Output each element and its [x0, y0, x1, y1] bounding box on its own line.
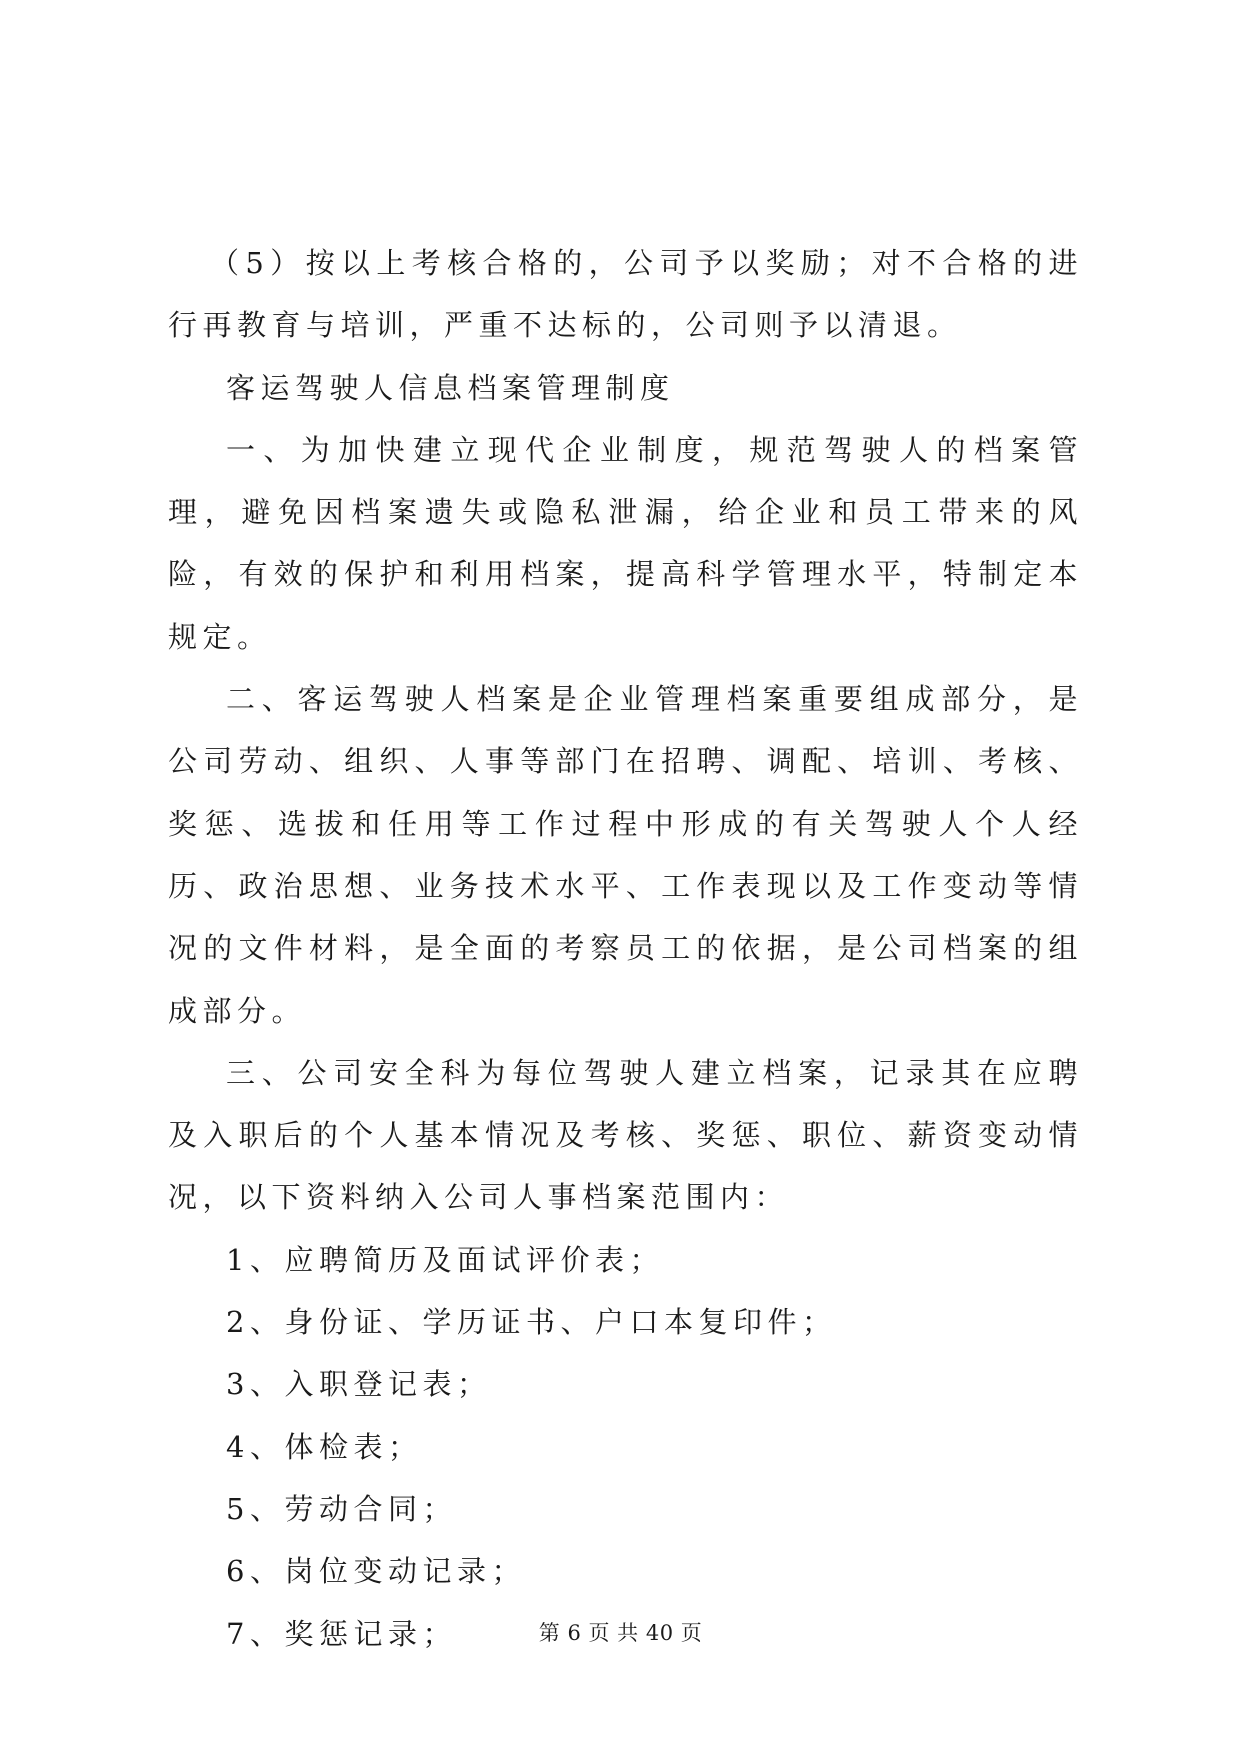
- paragraph-line: （5）按以上考核合格的，公司予以奖励；对不合格的进行: [168, 246, 1083, 343]
- section-title: 客运驾驶人信息档案管理制度: [226, 370, 675, 405]
- list-item: 2、身份证、学历证书、户口本复印件；: [226, 1305, 837, 1340]
- list-item: 1、应聘简历及面试评价表；: [226, 1242, 664, 1277]
- page-number-footer: 第 6 页 共 40 页: [538, 1621, 703, 1645]
- paragraph-clause-3: 三、公司安全科为每位驾驶人建立档案，记录其在应聘及入职后的个人基本情况及考核、奖惩、职位、薪资变动情况，以下资料纳入公司人事档案范围内：: [168, 1055, 1083, 1215]
- document-body: [168, 232, 1083, 1665]
- paragraph-clause-1: 一、为加快建立现代企业制度，规范驾驶人的档案管理，避免因档案遗失或隐私泄漏，给企业和员工带来的风险，有效的保护和利用档案，提高科学管理水平，特制定本规定。: [168, 432, 1083, 654]
- paragraph-assessment-reward: [168, 232, 1083, 357]
- list-item: 7、奖惩记录；: [226, 1616, 457, 1651]
- list-item: 3、入职登记表；: [226, 1367, 492, 1402]
- list-item: 4、体检表；: [226, 1429, 423, 1464]
- paragraph-clause-2: 二、客运驾驶人档案是企业管理档案重要组成部分，是公司劳动、组织、人事等部门在招聘、调配、培训、考核、奖惩、选拔和任用等工作过程中形成的有关驾驶人个人经历、政治思想、业务技术水平、工作表现以及工作变动等情况的文件材料，是全面的考察员工的依据，是公司档案的组成部分。: [168, 682, 1083, 1028]
- paragraph-line: 再教育与培训，严重不达标的，公司则予以清退。: [202, 308, 962, 343]
- list-item: 5、劳动合同；: [226, 1491, 457, 1526]
- list-item: 6、岗位变动记录；: [226, 1554, 526, 1589]
